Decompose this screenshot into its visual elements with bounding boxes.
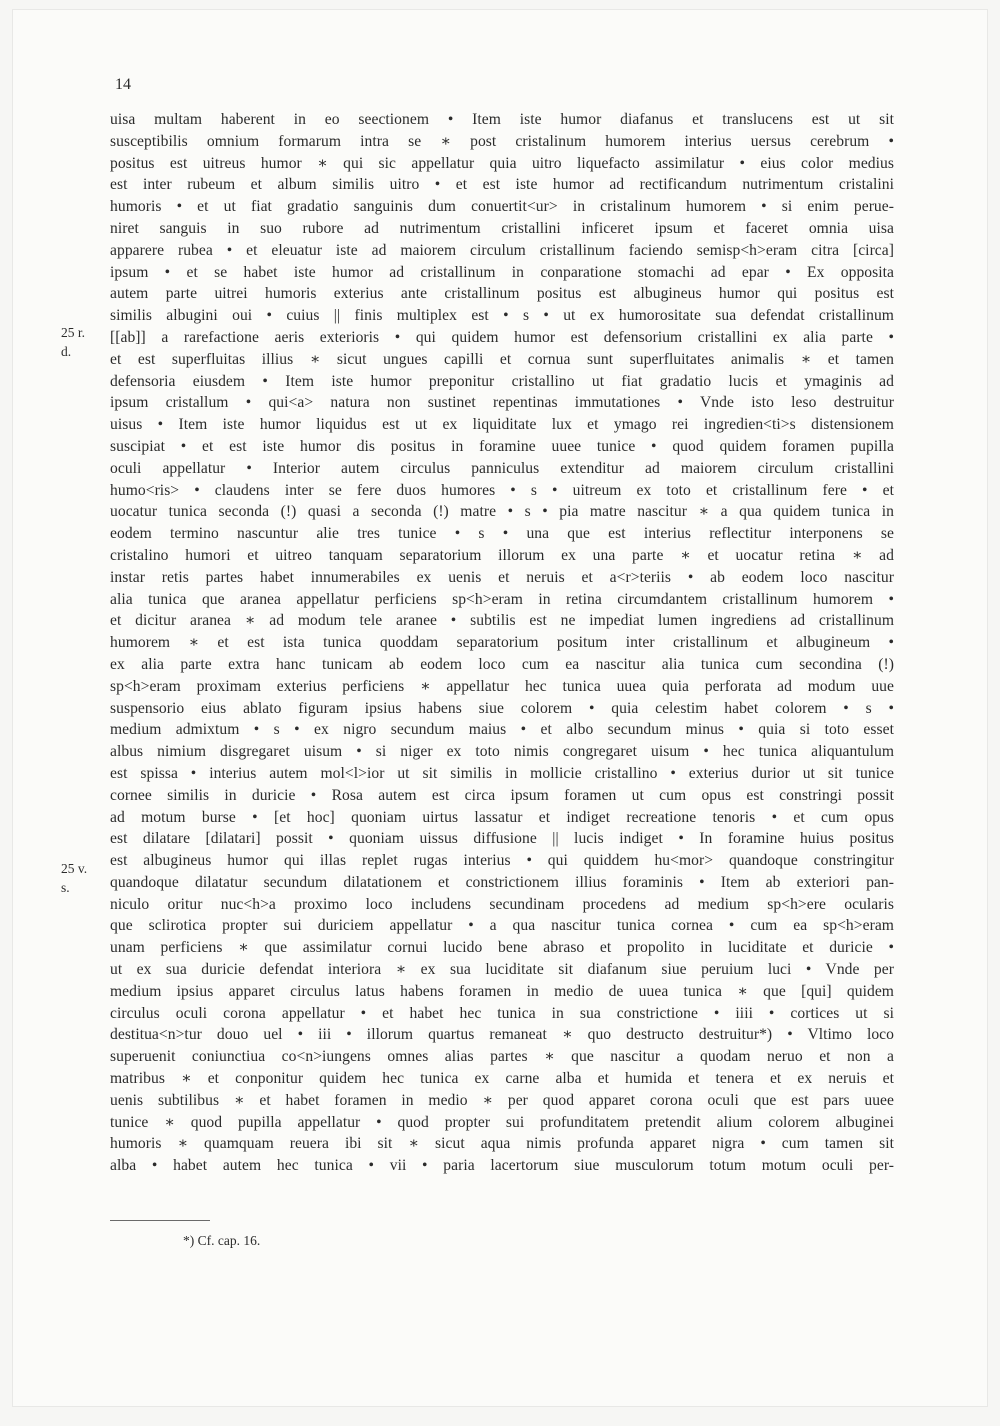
text-line: medium admixtum • s • ex nigro secundum maius • et albo secundum minus • quia si toto esset <box>110 721 894 739</box>
text-line: autem parte uitrei humoris exterius ante cristallinum positus est albugineus humor qui positus est <box>110 285 894 303</box>
text-line: unam perficiens ∗ que assimilatur cornui lucido bene abraso et propolito in luciditate et duricie • <box>110 939 894 957</box>
margin-note: 25 v. <box>61 861 88 876</box>
text-line: humorem ∗ et est ista tunica quoddam separatorium positum inter cristallinum et albugineum • <box>110 634 894 652</box>
text-line: alia tunica que aranea appellatur perficiens sp<h>eram in retina circumdantem cristallinum humorem • <box>110 590 894 608</box>
text-line: [[ab]] a rarefactione aeris exterioris • qui quidem humor est defensorium cristallini ex alia parte • <box>110 328 894 346</box>
text-line: superuenit coniunctiua co<n>iungens omnes alias partes ∗ que nascitur a quodam neruo et non a <box>110 1048 894 1066</box>
text-line: uisa multam haberent in eo seectionem • Item iste humor diafanus et translucens est ut sit <box>110 111 894 128</box>
text-line: humoris • et ut fiat gradatio sanguinis dum conuertit<ur> in cristalinum humorem • si enim perue- <box>110 198 894 216</box>
text-line: cristalino humori et uitreo tanquam separatorium illorum ex una parte ∗ et uocatur retina ∗ ad <box>110 546 894 564</box>
margin-note: d. <box>61 344 72 359</box>
text-line: et est superfluitas illius ∗ sicut ungues capilli et cornua sunt superfluitates animalis ∗ et tamen <box>110 350 894 368</box>
text-line: defensoria eiusdem • Item iste humor preponitur cristallino ut fiat gradatio lucis et ymaginis ad <box>110 372 894 390</box>
footnote: *) Cf. cap. 16. <box>183 1233 261 1248</box>
text-line: matribus ∗ et conponitur quidem hec tunica ex carne alba et humida et tenera et ex neruis et <box>110 1070 894 1088</box>
text-line: susceptibilis omnium formarum intra se ∗ post cristalinum humorem interius uersus cerebrum • <box>110 132 894 150</box>
text-line: apparere rubea • et eleuatur iste ad maiorem circulum cristallinum faciendo semisp<h>eram citra [circa] <box>110 241 894 259</box>
text-line: medium ipsius apparet circulus latus habens foramen in medio de uuea tunica ∗ que [qui] quidem <box>110 982 894 1000</box>
text-line: oculi appellatur • Interior autem circulus panniculus extenditur ad maiorem circulum cristallini <box>110 459 894 477</box>
text-line: suspensorio eius ablato figuram ipsius habens siue colorem • quia celestim habet colorem • s • <box>110 699 894 717</box>
text-line: niret sanguis in suo rubore ad nutrimentum cristallini inficeret ipsum et faceret omnia uisa <box>110 219 894 237</box>
body-text <box>110 109 894 1177</box>
text-line: uisus • Item iste humor liquidus est ut ex liquiditate lux et ymago rei ingredien<ti>s distensionem <box>110 416 894 434</box>
text-line: humo<ris> • claudens inter se fere duos humores • s • uitreum ex toto et cristallinum fere • et <box>110 481 894 499</box>
footnote-divider <box>110 1220 210 1221</box>
text-line: que sclirotica propter sui duriciem appellatur • a qua nascitur tunica cornea • cum ea sp<h>eram <box>110 917 894 935</box>
text-line: eodem termino nascuntur alie tres tunice • s • una que est interius reflectitur interponens se <box>110 525 894 543</box>
text-line: alba • habet autem hec tunica • vii • paria lacertorum siue musculorum totum motum oculi per- <box>110 1157 894 1175</box>
text-line: instar retis partes habet innumerabiles ex uenis et neruis et a<r>teriis • ab eodem loco nascitur <box>110 568 894 586</box>
text-line: albus nimium disgregaret uisum • si niger ex toto nimis congregaret uisum • hec tunica aliquantulum <box>110 743 894 761</box>
text-line: cornee similis in duricie • Rosa autem est circa ipsum foramen ut cum opus est constringi possit <box>110 786 894 804</box>
text-line: ad motum burse • [et hoc] quoniam uirtus lassatur et indiget recreatione tenoris • et cum opus <box>110 808 894 826</box>
text-line: ut ex sua duricie defendat interiora ∗ ex sua luciditate sit diafanum siue peruium luci • Vnde per <box>110 961 894 979</box>
text-line: humoris ∗ quamquam reuera ibi sit ∗ sicut aqua nimis profunda apparet nigra • cum tamen sit <box>110 1135 894 1153</box>
text-line: est spissa • interius autem mol<l>ior ut sit similis in mollicie cristallino • exterius durior ut sit tunice <box>110 764 894 782</box>
margin-note: 25 r. <box>61 325 86 340</box>
text-line: uocatur tunica seconda (!) quasi a seconda (!) matre • s • pia matre nascitur ∗ a qua quidem tunica in <box>110 503 894 521</box>
document-page <box>13 10 987 1406</box>
page-number: 14 <box>115 76 131 93</box>
text-line: ex alia parte extra hanc tunicam ab eodem loco cum ea nascitur alia tunica cum secondina (!) <box>110 655 894 673</box>
text-line: destitua<n>tur douo uel • iii • illorum quartus remaneat ∗ quo destructo destruitur*) • Vltimo loco <box>110 1026 894 1044</box>
margin-note: s. <box>61 880 70 895</box>
text-line: positus est uitreus humor ∗ qui sic appellatur quia uitro liquefacto assimilatur • eius color medius <box>110 154 894 172</box>
text-line: ipsum cristallum • qui<a> natura non sustinet repentinas immutationes • Vnde isto leso destruitur <box>110 394 894 412</box>
text-line: est inter rubeum et album similis uitro • et est iste humor ad rectificandum nutrimentum cristalini <box>110 176 894 194</box>
text-line: est albugineus humor qui illas replet rugas interius • qui quiddem hu<mor> quandoque constringitur <box>110 852 894 870</box>
text-line: uenis subtilibus ∗ et habet foramen in medio ∗ per quod apparet corona oculi que est pars uuee <box>110 1091 894 1109</box>
text-line: suscipiat • et est iste humor dis positus in foramine uuee tunice • quod quidem foramen pupilla <box>110 437 894 455</box>
text-line: niculo oritur nuc<h>a proximo loco includens secundinam procedens ad medium sp<h>ere ocularis <box>110 895 894 913</box>
text-line: quandoque dilatatur secundum dilatationem et constrictionem illius foraminis • Item ab exteriori pan- <box>110 873 894 891</box>
text-line: et dicitur aranea ∗ ad modum tele aranee • subtilis est ne impediat lumen ingrediens ad cristallinum <box>110 612 894 630</box>
text-line: circulus oculi corona appellatur • et habet hec tunica in sua constrictione • iiii • cortices ut si <box>110 1004 894 1022</box>
text-line: ipsum • et se habet iste humor ad cristallinum in conparatione stomachi ad epar • Ex opposita <box>110 263 894 281</box>
text-line: est dilatare [dilatari] possit • quoniam uissus diffusione || lucis indiget • In foramine huius positus <box>110 830 894 848</box>
text-line: similis albugini oui • cuius || finis multiplex est • s • ut ex humorositate sua defendat cristallinum <box>110 307 894 325</box>
text-line: tunice ∗ quod pupilla appellatur • quod propter sui profunditatem pretendit alium colorem albuginei <box>110 1113 894 1131</box>
text-line: sp<h>eram proximam exterius perficiens ∗ appellatur hec tunica uuea quia perforata ad modum uue <box>110 677 894 695</box>
